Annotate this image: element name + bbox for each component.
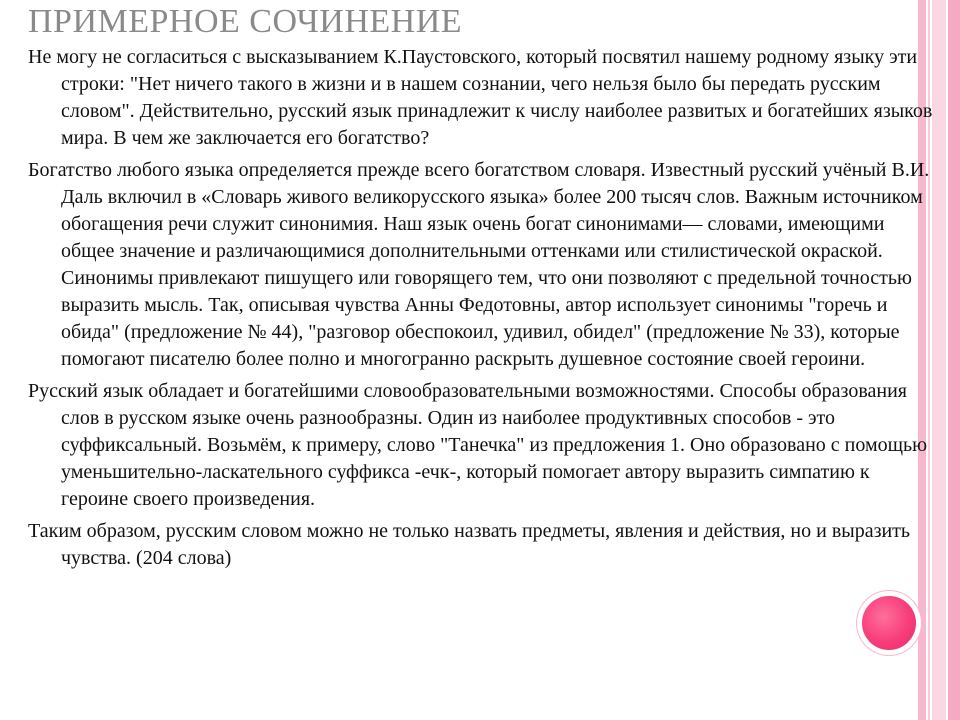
slide-title: ПРИМЕРНОЕ СОЧИНЕНИЕ: [28, 3, 463, 40]
slide-body: [28, 44, 940, 577]
paragraph: Таким образом, русским словом можно не только назвать предметы, явления и действия, но и выразить чувства. (204 слова): [28, 520, 911, 569]
decorative-stripe: [948, 0, 960, 720]
paragraph: Русский язык обладает и богатейшими словообразовательными возможностями. Способы образования слов в русском языке очень разнообразны. Один из наиболее продуктивных способов - это суффиксальный. Возьмём, к примеру, слово "Танечка" из предложения 1. Оно образовано с помощью уменьшительно-ласкательного суффикса -ечк-, который помогает автору выразить симпатию к героине своего произведения.: [28, 380, 928, 510]
paragraph: Богатство любого языка определяется прежде всего богатством словаря. Известный русский учёный В.И. Даль включил в «Словарь живого великорусского языка» более 200 тысяч слов. Важным источником обогащения речи служит синонимия. Наш язык очень богат синонимами— словами, имеющими общее значение и различающимися дополнительными оттенками или стилистической окраской. Синонимы привлекают пишущего или говорящего тем, что они позволяют с предельной точностью выразить мысль. Так, описывая чувства Анны Федотовны, автор использует синонимы "горечь и обида" (предложение № 44), "разговор обеспокоил, удивил, обидел" (предложение № 33), которые помогают писателю более полно и многогранно раскрыть душевное состояние своей героини.: [28, 159, 930, 370]
decorative-circle-icon: [862, 596, 916, 650]
paragraph: Не могу не согласиться с высказыванием К.Паустовского, который посвятил нашему родному языку эти строки: "Нет ничего такого в жизни и в нашем сознании, чего нельзя было бы передать русским словом". Действительно, русский язык принадлежит к числу наиболее развитых и богатейших языков мира. В чем же заключается его богатство?: [28, 46, 933, 149]
